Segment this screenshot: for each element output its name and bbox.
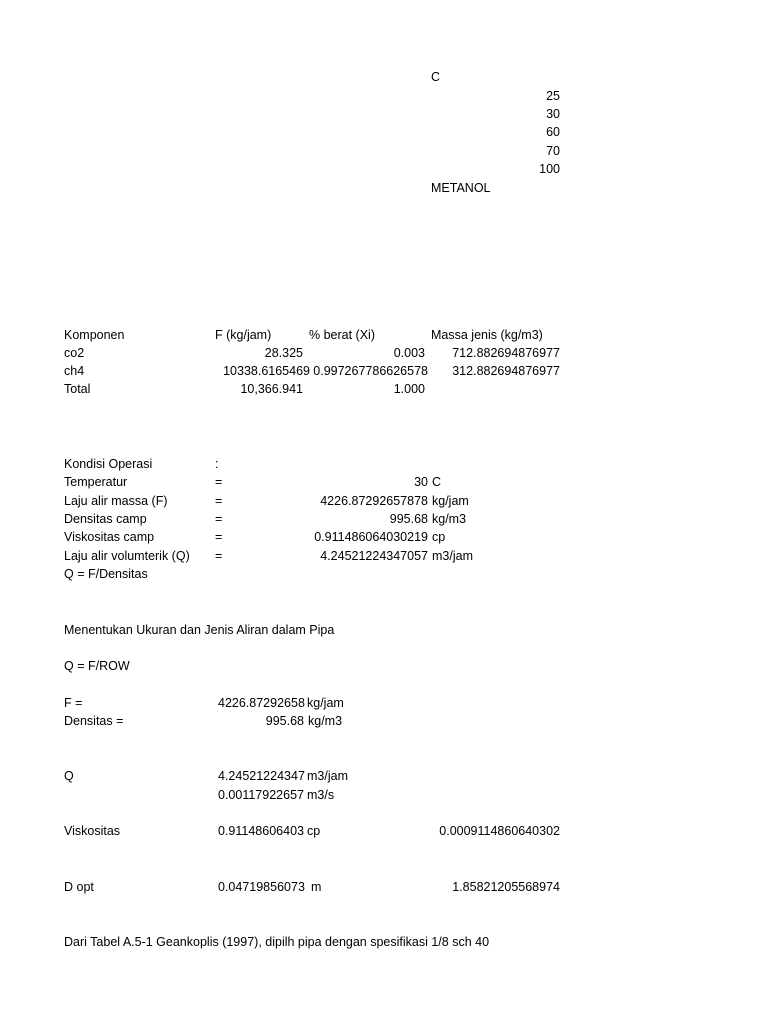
ukuran-dens-label: Densitas = (64, 714, 124, 728)
komponen-row-f: 10338.6165469 (223, 364, 310, 378)
top-table-value: 60 (546, 125, 560, 139)
ukuran-q-value: 0.00117922657 (218, 788, 304, 802)
kondisi-colon: : (215, 457, 219, 471)
top-table-value: 100 (539, 162, 560, 176)
kondisi-value: 0.911486064030219 (314, 530, 428, 544)
kondisi-value: 995.68 (389, 512, 428, 526)
komponen-row-name: ch4 (64, 364, 85, 378)
komponen-header-rho: Massa jenis (kg/m3) (431, 328, 543, 342)
komponen-row-name: Total (64, 382, 91, 396)
ukuran-visc-extra: 0.0009114860640302 (439, 824, 560, 838)
kondisi-value: 4.24521224347057 (320, 549, 428, 563)
top-table-footer: METANOL (431, 181, 491, 195)
kondisi-label: Densitas camp (64, 512, 147, 526)
kondisi-unit: m3/jam (432, 549, 473, 563)
ukuran-q-label: Q (64, 769, 74, 783)
ukuran-f-unit: kg/jam (307, 696, 344, 710)
ukuran-formula: Q = F/ROW (64, 659, 130, 673)
ukuran-dopt-value: 0.04719856073 (218, 880, 305, 894)
kondisi-unit: kg/m3 (432, 512, 467, 526)
kondisi-eq: = (215, 494, 223, 508)
ukuran-q-value: 4.24521224347 (218, 769, 305, 783)
ukuran-q-unit: m3/s (307, 788, 335, 802)
kondisi-value: 4226.87292657878 (320, 494, 428, 508)
top-table-value: 70 (546, 144, 560, 158)
ukuran-visc-unit: cp (307, 824, 321, 838)
komponen-row-xi: 0.003 (393, 346, 425, 360)
kondisi-unit: kg/jam (432, 494, 469, 508)
top-table-value: 25 (546, 89, 560, 103)
ukuran-dens-value: 995.68 (265, 714, 304, 728)
top-table-header: C (431, 70, 441, 84)
ukuran-conclusion: Dari Tabel A.5-1 Geankoplis (1997), dipilh pipa dengan spesifikasi 1/8 sch 40 (64, 935, 490, 949)
komponen-row-rho: 712.882694876977 (452, 346, 560, 360)
kondisi-eq: = (215, 512, 223, 526)
ukuran-dopt-label: D opt (64, 880, 94, 894)
kondisi-unit: cp (432, 530, 446, 544)
komponen-row-rho: 312.882694876977 (452, 364, 560, 378)
kondisi-eq: = (215, 475, 223, 489)
ukuran-dens-unit: kg/m3 (308, 714, 343, 728)
kondisi-label: Laju alir volumterik (Q) (64, 549, 190, 563)
kondisi-eq: = (215, 530, 223, 544)
kondisi-label: Viskositas camp (64, 530, 155, 544)
ukuran-f-value: 4226.87292658 (218, 696, 305, 710)
kondisi-value: 30 (414, 475, 428, 489)
komponen-row-name: co2 (64, 346, 85, 360)
komponen-header-xi: % berat (Xi) (309, 328, 375, 342)
ukuran-q-unit: m3/jam (307, 769, 348, 783)
ukuran-visc-label: Viskositas (64, 824, 121, 838)
kondisi-label: Laju alir massa (F) (64, 494, 168, 508)
komponen-row-xi: 0.997267786626578 (313, 364, 428, 378)
ukuran-dopt-extra: 1.85821205568974 (452, 880, 560, 894)
komponen-header-name: Komponen (64, 328, 125, 342)
ukuran-heading: Menentukan Ukuran dan Jenis Aliran dalam Pipa (64, 623, 335, 637)
top-table-value: 30 (546, 107, 560, 121)
komponen-row-xi: 1.000 (393, 382, 425, 396)
komponen-header-f: F (kg/jam) (215, 328, 272, 342)
ukuran-visc-value: 0.91148606403 (218, 824, 304, 838)
ukuran-f-label: F = (64, 696, 83, 710)
komponen-row-f: 10,366.941 (240, 382, 303, 396)
komponen-row-f: 28.325 (264, 346, 303, 360)
kondisi-title: Kondisi Operasi (64, 457, 153, 471)
kondisi-unit: C (432, 475, 442, 489)
kondisi-eq: = (215, 549, 223, 563)
kondisi-label: Temperatur (64, 475, 128, 489)
kondisi-formula: Q = F/Densitas (64, 567, 148, 581)
ukuran-dopt-unit: m (311, 880, 322, 894)
